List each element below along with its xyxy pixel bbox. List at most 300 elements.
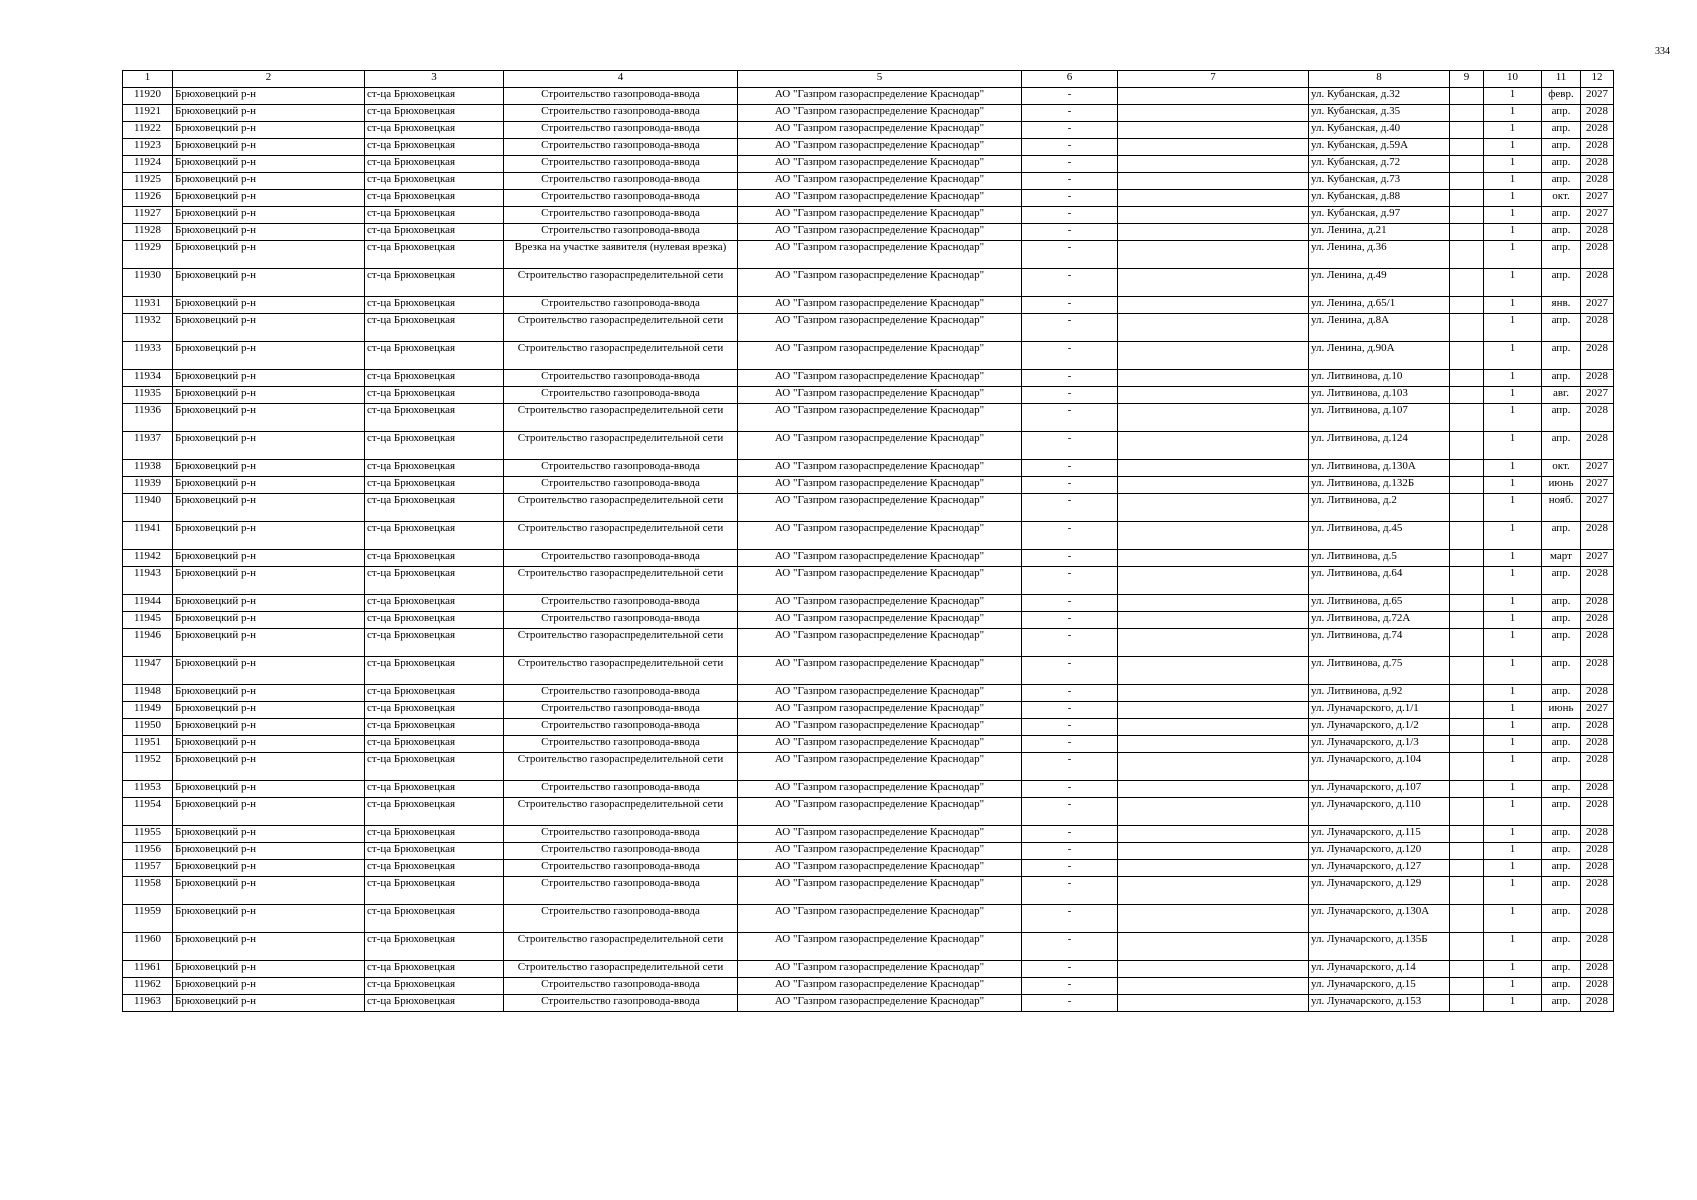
- col6-cell: -: [1022, 460, 1118, 477]
- row-number: 11936: [123, 404, 173, 432]
- settlement-cell: ст-ца Брюховецкая: [365, 139, 504, 156]
- month-cell: апр.: [1542, 753, 1581, 781]
- month-cell: апр.: [1542, 567, 1581, 595]
- settlement-cell: ст-ца Брюховецкая: [365, 314, 504, 342]
- district-cell: Брюховецкий р-н: [173, 685, 365, 702]
- col7-cell: [1118, 494, 1309, 522]
- organization-cell: АО "Газпром газораспределение Краснодар": [738, 685, 1022, 702]
- col6-cell: -: [1022, 550, 1118, 567]
- work-type-cell: Строительство газораспределительной сети: [504, 567, 738, 595]
- col9-cell: [1450, 860, 1484, 877]
- col9-cell: [1450, 297, 1484, 314]
- month-cell: апр.: [1542, 826, 1581, 843]
- quantity-cell: 1: [1484, 995, 1542, 1012]
- district-cell: Брюховецкий р-н: [173, 736, 365, 753]
- col7-cell: [1118, 139, 1309, 156]
- year-cell: 2028: [1581, 595, 1614, 612]
- organization-cell: АО "Газпром газораспределение Краснодар": [738, 88, 1022, 105]
- column-number: 12: [1581, 71, 1614, 88]
- settlement-cell: ст-ца Брюховецкая: [365, 657, 504, 685]
- quantity-cell: 1: [1484, 905, 1542, 933]
- col6-cell: -: [1022, 173, 1118, 190]
- quantity-cell: 1: [1484, 685, 1542, 702]
- address-cell: ул. Ленина, д.65/1: [1309, 297, 1450, 314]
- col9-cell: [1450, 269, 1484, 297]
- work-type-cell: Строительство газопровода-ввода: [504, 387, 738, 404]
- col9-cell: [1450, 612, 1484, 629]
- district-cell: Брюховецкий р-н: [173, 190, 365, 207]
- col6-cell: -: [1022, 314, 1118, 342]
- organization-cell: АО "Газпром газораспределение Краснодар": [738, 736, 1022, 753]
- column-number: 4: [504, 71, 738, 88]
- month-cell: авг.: [1542, 387, 1581, 404]
- col9-cell: [1450, 629, 1484, 657]
- row-number: 11935: [123, 387, 173, 404]
- row-number: 11951: [123, 736, 173, 753]
- work-type-cell: Строительство газопровода-ввода: [504, 685, 738, 702]
- address-cell: ул. Кубанская, д.40: [1309, 122, 1450, 139]
- table-row: [123, 156, 1614, 173]
- work-type-cell: Строительство газораспределительной сети: [504, 961, 738, 978]
- district-cell: Брюховецкий р-н: [173, 224, 365, 241]
- table-row: [123, 342, 1614, 370]
- address-cell: ул. Кубанская, д.72: [1309, 156, 1450, 173]
- row-number: 11922: [123, 122, 173, 139]
- col6-cell: -: [1022, 719, 1118, 736]
- organization-cell: АО "Газпром газораспределение Краснодар": [738, 567, 1022, 595]
- year-cell: 2028: [1581, 105, 1614, 122]
- district-cell: Брюховецкий р-н: [173, 105, 365, 122]
- year-cell: 2027: [1581, 190, 1614, 207]
- col6-cell: -: [1022, 860, 1118, 877]
- district-cell: Брюховецкий р-н: [173, 860, 365, 877]
- quantity-cell: 1: [1484, 612, 1542, 629]
- year-cell: 2028: [1581, 905, 1614, 933]
- table-row: [123, 314, 1614, 342]
- col6-cell: -: [1022, 477, 1118, 494]
- work-type-cell: Врезка на участке заявителя (нулевая врезка): [504, 241, 738, 269]
- work-type-cell: Строительство газопровода-ввода: [504, 122, 738, 139]
- quantity-cell: 1: [1484, 342, 1542, 370]
- organization-cell: АО "Газпром газораспределение Краснодар": [738, 522, 1022, 550]
- quantity-cell: 1: [1484, 297, 1542, 314]
- row-number: 11927: [123, 207, 173, 224]
- col7-cell: [1118, 314, 1309, 342]
- organization-cell: АО "Газпром газораспределение Краснодар": [738, 370, 1022, 387]
- row-number: 11937: [123, 432, 173, 460]
- col6-cell: -: [1022, 342, 1118, 370]
- col6-cell: -: [1022, 781, 1118, 798]
- col9-cell: [1450, 156, 1484, 173]
- col9-cell: [1450, 685, 1484, 702]
- table-row: [123, 612, 1614, 629]
- row-number: 11957: [123, 860, 173, 877]
- settlement-cell: ст-ца Брюховецкая: [365, 404, 504, 432]
- column-number: 6: [1022, 71, 1118, 88]
- organization-cell: АО "Газпром газораспределение Краснодар": [738, 190, 1022, 207]
- organization-cell: АО "Газпром газораспределение Краснодар": [738, 269, 1022, 297]
- address-cell: ул. Литвинова, д.74: [1309, 629, 1450, 657]
- district-cell: Брюховецкий р-н: [173, 269, 365, 297]
- work-type-cell: Строительство газопровода-ввода: [504, 995, 738, 1012]
- month-cell: апр.: [1542, 995, 1581, 1012]
- work-type-cell: Строительство газопровода-ввода: [504, 297, 738, 314]
- row-number: 11920: [123, 88, 173, 105]
- table-row: [123, 190, 1614, 207]
- col7-cell: [1118, 404, 1309, 432]
- column-number: 1: [123, 71, 173, 88]
- district-cell: Брюховецкий р-н: [173, 995, 365, 1012]
- address-cell: ул. Луначарского, д.153: [1309, 995, 1450, 1012]
- col7-cell: [1118, 460, 1309, 477]
- col6-cell: -: [1022, 404, 1118, 432]
- organization-cell: АО "Газпром газораспределение Краснодар": [738, 719, 1022, 736]
- organization-cell: АО "Газпром газораспределение Краснодар": [738, 657, 1022, 685]
- col9-cell: [1450, 387, 1484, 404]
- address-cell: ул. Луначарского, д.107: [1309, 781, 1450, 798]
- col7-cell: [1118, 753, 1309, 781]
- col6-cell: -: [1022, 798, 1118, 826]
- col7-cell: [1118, 595, 1309, 612]
- row-number: 11921: [123, 105, 173, 122]
- col9-cell: [1450, 105, 1484, 122]
- col9-cell: [1450, 595, 1484, 612]
- district-cell: Брюховецкий р-н: [173, 522, 365, 550]
- col7-cell: [1118, 905, 1309, 933]
- row-number: 11948: [123, 685, 173, 702]
- month-cell: апр.: [1542, 877, 1581, 905]
- col6-cell: -: [1022, 522, 1118, 550]
- organization-cell: АО "Газпром газораспределение Краснодар": [738, 961, 1022, 978]
- work-type-cell: Строительство газораспределительной сети: [504, 753, 738, 781]
- col6-cell: -: [1022, 387, 1118, 404]
- col7-cell: [1118, 629, 1309, 657]
- work-type-cell: Строительство газопровода-ввода: [504, 139, 738, 156]
- table-row: [123, 494, 1614, 522]
- year-cell: 2028: [1581, 241, 1614, 269]
- settlement-cell: ст-ца Брюховецкая: [365, 753, 504, 781]
- year-cell: 2028: [1581, 753, 1614, 781]
- quantity-cell: 1: [1484, 843, 1542, 860]
- table-row: [123, 736, 1614, 753]
- organization-cell: АО "Газпром газораспределение Краснодар": [738, 826, 1022, 843]
- address-cell: ул. Луначарского, д.127: [1309, 860, 1450, 877]
- address-cell: ул. Литвинова, д.72А: [1309, 612, 1450, 629]
- organization-cell: АО "Газпром газораспределение Краснодар": [738, 494, 1022, 522]
- col7-cell: [1118, 567, 1309, 595]
- month-cell: апр.: [1542, 432, 1581, 460]
- row-number: 11963: [123, 995, 173, 1012]
- table-row: [123, 387, 1614, 404]
- col6-cell: -: [1022, 826, 1118, 843]
- month-cell: апр.: [1542, 860, 1581, 877]
- col9-cell: [1450, 657, 1484, 685]
- col6-cell: -: [1022, 241, 1118, 269]
- work-type-cell: Строительство газопровода-ввода: [504, 477, 738, 494]
- quantity-cell: 1: [1484, 404, 1542, 432]
- address-cell: ул. Луначарского, д.120: [1309, 843, 1450, 860]
- month-cell: янв.: [1542, 297, 1581, 314]
- address-cell: ул. Кубанская, д.88: [1309, 190, 1450, 207]
- quantity-cell: 1: [1484, 224, 1542, 241]
- year-cell: 2028: [1581, 933, 1614, 961]
- district-cell: Брюховецкий р-н: [173, 156, 365, 173]
- table-row: [123, 961, 1614, 978]
- quantity-cell: 1: [1484, 595, 1542, 612]
- row-number: 11960: [123, 933, 173, 961]
- col6-cell: -: [1022, 105, 1118, 122]
- work-type-cell: Строительство газораспределительной сети: [504, 494, 738, 522]
- quantity-cell: 1: [1484, 826, 1542, 843]
- col6-cell: -: [1022, 612, 1118, 629]
- address-cell: ул. Луначарского, д.1/1: [1309, 702, 1450, 719]
- organization-cell: АО "Газпром газораспределение Краснодар": [738, 241, 1022, 269]
- month-cell: апр.: [1542, 105, 1581, 122]
- col7-cell: [1118, 961, 1309, 978]
- organization-cell: АО "Газпром газораспределение Краснодар": [738, 612, 1022, 629]
- district-cell: Брюховецкий р-н: [173, 933, 365, 961]
- district-cell: Брюховецкий р-н: [173, 567, 365, 595]
- work-type-cell: Строительство газопровода-ввода: [504, 370, 738, 387]
- district-cell: Брюховецкий р-н: [173, 702, 365, 719]
- col7-cell: [1118, 269, 1309, 297]
- settlement-cell: ст-ца Брюховецкая: [365, 877, 504, 905]
- settlement-cell: ст-ца Брюховецкая: [365, 550, 504, 567]
- month-cell: апр.: [1542, 139, 1581, 156]
- row-number: 11949: [123, 702, 173, 719]
- col9-cell: [1450, 978, 1484, 995]
- year-cell: 2027: [1581, 477, 1614, 494]
- address-cell: ул. Луначарского, д.135Б: [1309, 933, 1450, 961]
- district-cell: Брюховецкий р-н: [173, 753, 365, 781]
- district-cell: Брюховецкий р-н: [173, 905, 365, 933]
- col6-cell: -: [1022, 156, 1118, 173]
- col9-cell: [1450, 494, 1484, 522]
- settlement-cell: ст-ца Брюховецкая: [365, 207, 504, 224]
- settlement-cell: ст-ца Брюховецкая: [365, 702, 504, 719]
- settlement-cell: ст-ца Брюховецкая: [365, 387, 504, 404]
- table-row: [123, 595, 1614, 612]
- address-cell: ул. Луначарского, д.1/3: [1309, 736, 1450, 753]
- organization-cell: АО "Газпром газораспределение Краснодар": [738, 387, 1022, 404]
- table-row: [123, 207, 1614, 224]
- month-cell: апр.: [1542, 404, 1581, 432]
- organization-cell: АО "Газпром газораспределение Краснодар": [738, 753, 1022, 781]
- month-cell: апр.: [1542, 685, 1581, 702]
- work-type-cell: Строительство газопровода-ввода: [504, 736, 738, 753]
- col7-cell: [1118, 933, 1309, 961]
- year-cell: 2028: [1581, 432, 1614, 460]
- col9-cell: [1450, 460, 1484, 477]
- year-cell: 2028: [1581, 404, 1614, 432]
- district-cell: Брюховецкий р-н: [173, 978, 365, 995]
- address-cell: ул. Ленина, д.36: [1309, 241, 1450, 269]
- organization-cell: АО "Газпром газораспределение Краснодар": [738, 995, 1022, 1012]
- row-number: 11953: [123, 781, 173, 798]
- address-cell: ул. Литвинова, д.2: [1309, 494, 1450, 522]
- col9-cell: [1450, 477, 1484, 494]
- col7-cell: [1118, 719, 1309, 736]
- year-cell: 2028: [1581, 657, 1614, 685]
- district-cell: Брюховецкий р-н: [173, 798, 365, 826]
- col9-cell: [1450, 933, 1484, 961]
- district-cell: Брюховецкий р-н: [173, 781, 365, 798]
- settlement-cell: ст-ца Брюховецкая: [365, 342, 504, 370]
- year-cell: 2028: [1581, 995, 1614, 1012]
- month-cell: апр.: [1542, 843, 1581, 860]
- month-cell: апр.: [1542, 269, 1581, 297]
- table-row: [123, 719, 1614, 736]
- month-cell: апр.: [1542, 370, 1581, 387]
- row-number: 11961: [123, 961, 173, 978]
- work-type-cell: Строительство газопровода-ввода: [504, 224, 738, 241]
- organization-cell: АО "Газпром газораспределение Краснодар": [738, 207, 1022, 224]
- col6-cell: -: [1022, 995, 1118, 1012]
- month-cell: апр.: [1542, 207, 1581, 224]
- column-number: 8: [1309, 71, 1450, 88]
- address-cell: ул. Луначарского, д.115: [1309, 826, 1450, 843]
- table-row: [123, 224, 1614, 241]
- work-type-cell: Строительство газопровода-ввода: [504, 702, 738, 719]
- col7-cell: [1118, 190, 1309, 207]
- col6-cell: -: [1022, 753, 1118, 781]
- settlement-cell: ст-ца Брюховецкая: [365, 781, 504, 798]
- settlement-cell: ст-ца Брюховецкая: [365, 122, 504, 139]
- organization-cell: АО "Газпром газораспределение Краснодар": [738, 297, 1022, 314]
- address-cell: ул. Литвинова, д.64: [1309, 567, 1450, 595]
- col7-cell: [1118, 826, 1309, 843]
- month-cell: апр.: [1542, 595, 1581, 612]
- col6-cell: -: [1022, 657, 1118, 685]
- district-cell: Брюховецкий р-н: [173, 719, 365, 736]
- address-cell: ул. Ленина, д.49: [1309, 269, 1450, 297]
- settlement-cell: ст-ца Брюховецкая: [365, 297, 504, 314]
- quantity-cell: 1: [1484, 781, 1542, 798]
- row-number: 11938: [123, 460, 173, 477]
- col9-cell: [1450, 370, 1484, 387]
- table-body: [123, 88, 1614, 1012]
- year-cell: 2028: [1581, 139, 1614, 156]
- table-row: [123, 477, 1614, 494]
- organization-cell: АО "Газпром газораспределение Краснодар": [738, 173, 1022, 190]
- district-cell: Брюховецкий р-н: [173, 550, 365, 567]
- col6-cell: -: [1022, 139, 1118, 156]
- quantity-cell: 1: [1484, 241, 1542, 269]
- year-cell: 2027: [1581, 702, 1614, 719]
- month-cell: февр.: [1542, 88, 1581, 105]
- col9-cell: [1450, 567, 1484, 595]
- year-cell: 2027: [1581, 387, 1614, 404]
- col7-cell: [1118, 241, 1309, 269]
- col9-cell: [1450, 702, 1484, 719]
- quantity-cell: 1: [1484, 139, 1542, 156]
- row-number: 11944: [123, 595, 173, 612]
- district-cell: Брюховецкий р-н: [173, 241, 365, 269]
- organization-cell: АО "Газпром газораспределение Краснодар": [738, 139, 1022, 156]
- organization-cell: АО "Газпром газораспределение Краснодар": [738, 860, 1022, 877]
- table-row: [123, 550, 1614, 567]
- month-cell: апр.: [1542, 522, 1581, 550]
- work-type-cell: Строительство газораспределительной сети: [504, 629, 738, 657]
- column-number: 3: [365, 71, 504, 88]
- row-number: 11952: [123, 753, 173, 781]
- table-row: [123, 629, 1614, 657]
- work-type-cell: Строительство газопровода-ввода: [504, 190, 738, 207]
- quantity-cell: 1: [1484, 88, 1542, 105]
- address-cell: ул. Литвинова, д.103: [1309, 387, 1450, 404]
- address-cell: ул. Ленина, д.21: [1309, 224, 1450, 241]
- work-type-cell: Строительство газопровода-ввода: [504, 877, 738, 905]
- district-cell: Брюховецкий р-н: [173, 370, 365, 387]
- month-cell: нояб.: [1542, 494, 1581, 522]
- district-cell: Брюховецкий р-н: [173, 595, 365, 612]
- col6-cell: -: [1022, 629, 1118, 657]
- organization-cell: АО "Газпром газораспределение Краснодар": [738, 978, 1022, 995]
- col9-cell: [1450, 404, 1484, 432]
- organization-cell: АО "Газпром газораспределение Краснодар": [738, 460, 1022, 477]
- col7-cell: [1118, 843, 1309, 860]
- work-type-cell: Строительство газопровода-ввода: [504, 905, 738, 933]
- district-cell: Брюховецкий р-н: [173, 122, 365, 139]
- work-type-cell: Строительство газопровода-ввода: [504, 173, 738, 190]
- organization-cell: АО "Газпром газораспределение Краснодар": [738, 550, 1022, 567]
- col9-cell: [1450, 798, 1484, 826]
- month-cell: апр.: [1542, 612, 1581, 629]
- address-cell: ул. Луначарского, д.1/2: [1309, 719, 1450, 736]
- address-cell: ул. Литвинова, д.75: [1309, 657, 1450, 685]
- col9-cell: [1450, 843, 1484, 860]
- organization-cell: АО "Газпром газораспределение Краснодар": [738, 702, 1022, 719]
- quantity-cell: 1: [1484, 798, 1542, 826]
- month-cell: апр.: [1542, 342, 1581, 370]
- address-cell: ул. Луначарского, д.129: [1309, 877, 1450, 905]
- year-cell: 2028: [1581, 522, 1614, 550]
- row-number: 11943: [123, 567, 173, 595]
- row-number: 11926: [123, 190, 173, 207]
- district-cell: Брюховецкий р-н: [173, 297, 365, 314]
- row-number: 11928: [123, 224, 173, 241]
- quantity-cell: 1: [1484, 877, 1542, 905]
- address-cell: ул. Луначарского, д.14: [1309, 961, 1450, 978]
- address-cell: ул. Литвинова, д.65: [1309, 595, 1450, 612]
- district-cell: Брюховецкий р-н: [173, 88, 365, 105]
- table-row: [123, 657, 1614, 685]
- quantity-cell: 1: [1484, 961, 1542, 978]
- organization-cell: АО "Газпром газораспределение Краснодар": [738, 595, 1022, 612]
- month-cell: апр.: [1542, 961, 1581, 978]
- organization-cell: АО "Газпром газораспределение Краснодар": [738, 877, 1022, 905]
- settlement-cell: ст-ца Брюховецкая: [365, 522, 504, 550]
- year-cell: 2028: [1581, 736, 1614, 753]
- col7-cell: [1118, 877, 1309, 905]
- address-cell: ул. Литвинова, д.92: [1309, 685, 1450, 702]
- month-cell: апр.: [1542, 173, 1581, 190]
- col7-cell: [1118, 860, 1309, 877]
- organization-cell: АО "Газпром газораспределение Краснодар": [738, 156, 1022, 173]
- month-cell: март: [1542, 550, 1581, 567]
- settlement-cell: ст-ца Брюховецкая: [365, 798, 504, 826]
- work-type-cell: Строительство газопровода-ввода: [504, 719, 738, 736]
- row-number: 11954: [123, 798, 173, 826]
- organization-cell: АО "Газпром газораспределение Краснодар": [738, 432, 1022, 460]
- col7-cell: [1118, 702, 1309, 719]
- row-number: 11947: [123, 657, 173, 685]
- district-cell: Брюховецкий р-н: [173, 139, 365, 156]
- quantity-cell: 1: [1484, 522, 1542, 550]
- table-row: [123, 460, 1614, 477]
- col6-cell: -: [1022, 685, 1118, 702]
- settlement-cell: ст-ца Брюховецкая: [365, 105, 504, 122]
